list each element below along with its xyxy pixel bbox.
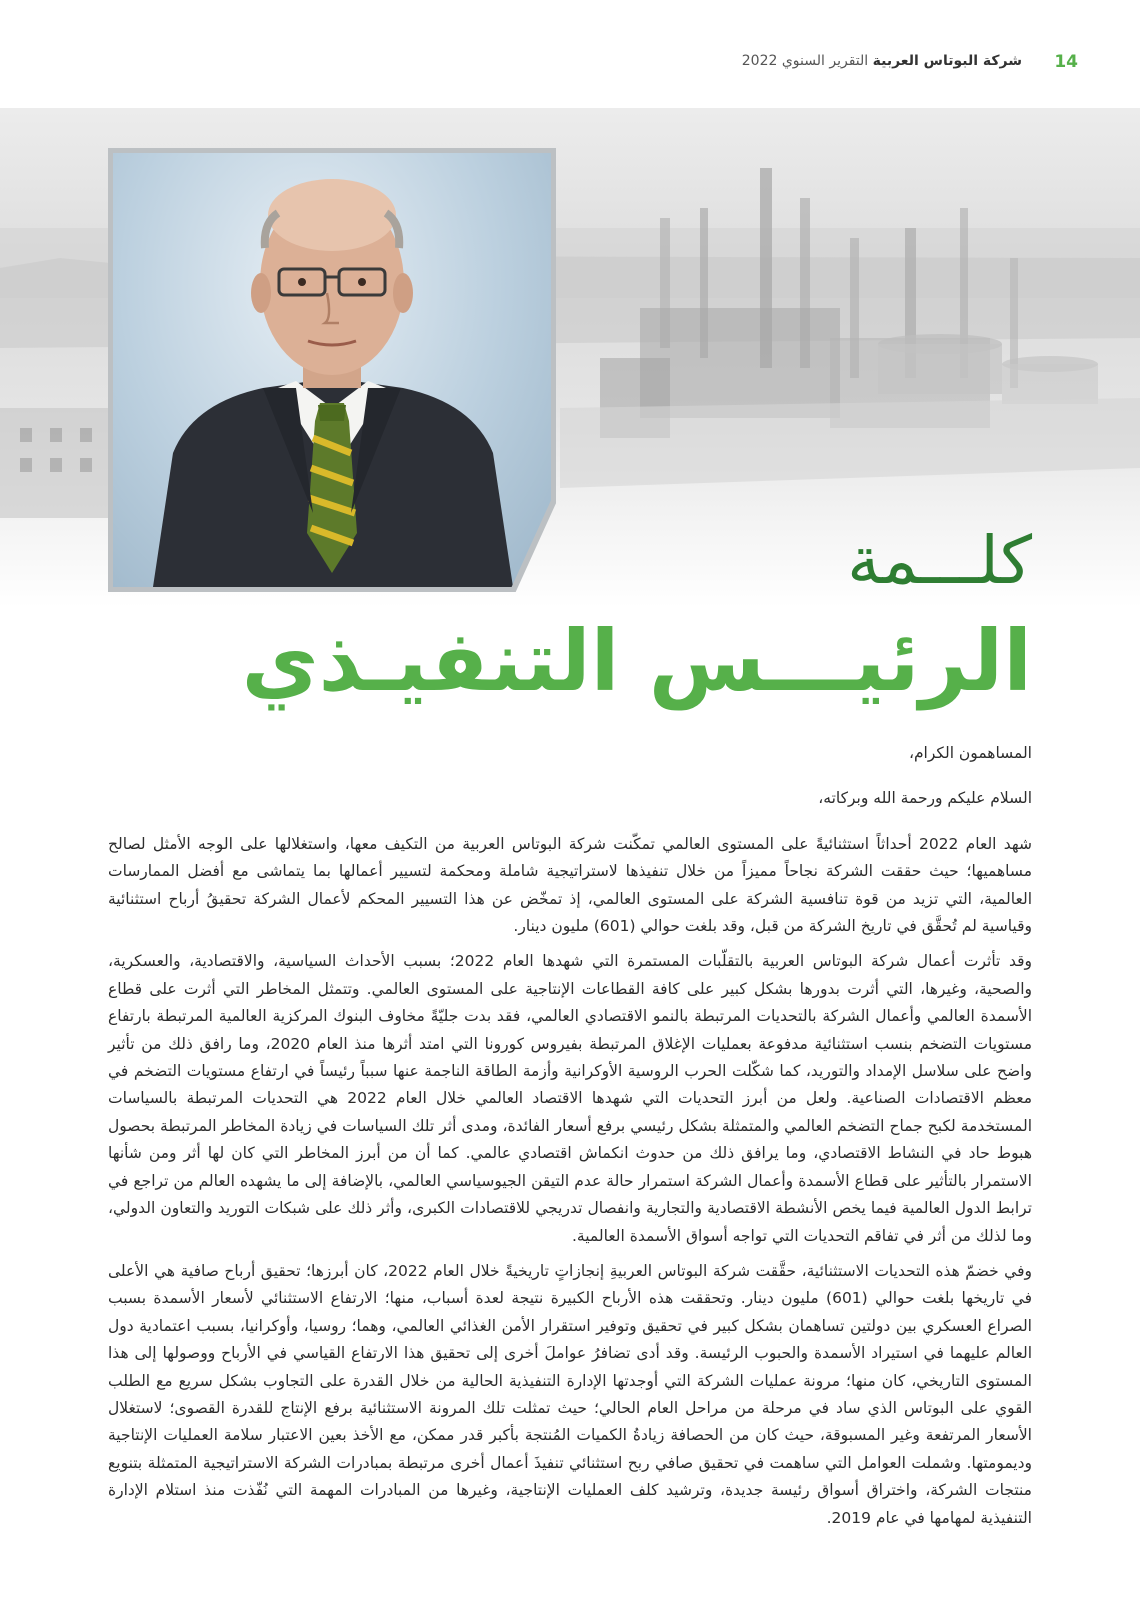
page-number: 14 bbox=[1054, 52, 1078, 72]
paragraph-3: وفي خضمّ هذه التحديات الاستثنائية، حقَّقت شركة البوتاس العربيةِ إنجازاتٍ تاريخيةً خلال العام 2022، كان أبرزها؛ تحقيق أرباح صافية هي الأعلى في تاريخها بلغت حوالي (601) مليون دينار. وتحققت هذه الأرباح الكبيرة نتيجة لعدة أسباب، منها؛ الارتفاع الاستثنائي لأسعار الأسمدة بسبب الصراع العسكري بين دولتين تساهمان بشكل كبير في تحقيق وتوفير استقرار الأمن الغذائي العالمي، وهما؛ روسيا، وأوكرانيا، بسبب اعتمادية دول العالم عليهما في استيراد الأسمدة والحبوب الرئيسة. وقد أدى تضافرُ عواملَ أخرى إلى تحقيق هذا الارتفاع القياسي في الأرباح ووصولها إلى هذا المستوى التاريخي، كان منها؛ مرونة عمليات الشركة التي أوجدتها الإدارة التنفيذية الحالية من خلال القدرة على التجاوب بشكل سريع مع الطلب القوي على البوتاس الذي ساد في مرحلة من مراحل العام الحالي؛ حيث تمثلت تلك المرونة الاستثنائية برفع الإنتاج للقدرة القصوى؛ لاستغلال الأسعار المرتفعة وغير المسبوقة، حيث كان من الحصافة زيادةُ الكميات المُنتجة بأكبر قدر ممكن، مع الأخذ بعين الاعتبار سلامة العمليات الإنتاجية وديمومتها. وشملت العوامل التي ساهمت في تحقيق صافي ربح استثنائي تنفيذَ أعمال أخرى مرتبطة بمبادرات الشركة الاستراتيجية المتمثلة بتنويع منتجات الشركة، واختراق أسواق رئيسة جديدة، وترشيد كلف العمليات الإنتاجية، وغيرها من المبادرات المهمة التي نُفّذت منذ استلام الإدارة التنفيذية لمهامها في عام 2019. bbox=[108, 1261, 1032, 1527]
company-name: شركة البوتاس العربية bbox=[872, 53, 1022, 69]
letter-body bbox=[108, 740, 1032, 1540]
page-header bbox=[0, 0, 1140, 108]
ceo-portrait bbox=[108, 148, 556, 592]
paragraph-2: وقد تأثرت أعمال شركة البوتاس العربية بالتقلّبات المستمرة التي شهدها العام 2022؛ بسبب الأحداث السياسية، والاقتصادية، والعسكرية، والصحية، وغيرها، التي أثرت بدورها بشكل كبير على كافة القطاعات الإنتاجية على المستوى العالمي. وتتمثل المخاطر التي أثرت على قطاع الأسمدة العالمي وأعمال الشركة بالتحديات المرتبطة بالنمو الاقتصادي العالمي، فقد بدت جليّةً مخاوف البنوك المركزية العالمية المرتبطة بارتفاع مستويات التضخم بنسب استثنائية مدفوعة بعمليات الإغلاق المرتبطة بفيروس كورونا التي امتد أثرها منذ العام 2020، وما رافق ذلك من تأثير واضح على سلاسل الإمداد والتوريد، كما شكّلت الحرب الروسية الأوكرانية وأزمة الطاقة الناجمة عنها سبباً رئيساً في ارتفاع مستويات التضخم في معظم الاقتصادات الصناعية. ولعل من أبرز التحديات التي شهدها الاقتصاد العالمي خلال العام 2022 هي التحديات المرتبطة بالسياسات المستخدمة لكبح جماح التضخم العالمي والمتمثلة بشكل رئيسي برفع أسعار الفائدة، ومدى أثر تلك السياسات في زيادة المخاطر المرتبطة بحصول هبوط حاد في النشاط الاقتصادي، وما يرافق ذلك من حدوث انكماش اقتصادي عالمي. كما أن من أبرز المخاطر التي كان لها أثر ومن شأنها الاستمرار بالتأثير على قطاع الأسمدة وأعمال الشركة استمرار حالة عدم التيقن الجيوسياسي العالمي، بالإضافة إلى ما يشهده العالم من تراجع في ترابط الدول العالمية فيما يخص الأنشطة الاقتصادية والتجارية وانفصال تدريجي للاقتصادات الكبرى، وأثر ذلك على شبكات التوريد والتعاون الدولي، وما لذلك من أثر في تفاقم التحديات التي تواجه أسواق الأسمدة العالمية. bbox=[108, 952, 1033, 1245]
report-title: التقرير السنوي 2022 bbox=[741, 53, 869, 69]
running-head bbox=[742, 53, 1022, 69]
title-ceo: الرئيـــس التنفيـذي bbox=[241, 612, 1032, 710]
title-kalima: كلـــمة bbox=[847, 522, 1032, 599]
ceo-figure-image bbox=[113, 153, 551, 587]
paragraph-1: شهد العام 2022 أحداثاً استثنائيةً على المستوى العالمي تمكّنت شركة البوتاس العربية من التكيف معها، واستغلالها على الوجه الأمثل لصالح مساهميها؛ حيث حققت الشركة نجاحاً مميزاً من خلال تنفيذها لاستراتيجية شاملة ومحكمة لتسيير أعمالها بما يتماشى مع أفضل الممارسات العالمية، التي تزيد من قوة تنافسية الشركة على المستوى العالمي، إذ تمخّض عن هذا التسيير المحكم لأعمال الشركة تحقيقُ أرباح استثنائية وقياسية لم تُحقَّق في تاريخ الشركة من قبل، وقد بلغت حوالي (601) مليون دينار. bbox=[108, 834, 1033, 936]
salutation-greeting: السلام عليكم ورحمة الله وبركاته، bbox=[818, 789, 1032, 808]
ceo-photo bbox=[113, 153, 551, 587]
salutation-shareholders: المساهمون الكرام، bbox=[908, 744, 1032, 762]
